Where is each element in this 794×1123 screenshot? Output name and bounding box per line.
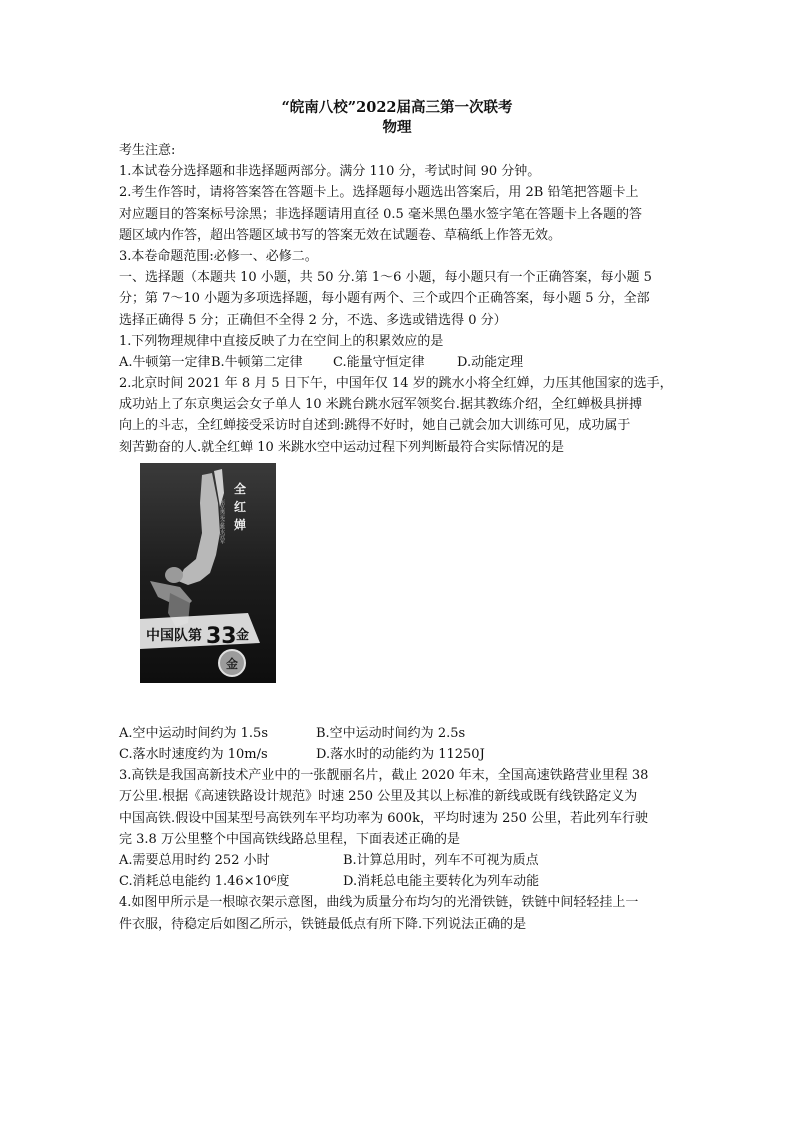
question-3-stem: 完 3.8 万公里整个中国高铁线路总里程，下面表述正确的是	[119, 831, 460, 847]
notice-heading: 考生注意:	[119, 143, 176, 158]
notice-item: 对应题目的答案标号涂黑；非选择题请用直径 0.5 毫米黑色墨水签字笔在答题卡上各题的答	[119, 206, 642, 222]
question-3-stem: 中国高铁.假设中国某型号高铁列车平均功率为 600k，平均时速为 250 公里，若此列车行驶	[119, 810, 649, 826]
question-2-options-row	[119, 744, 679, 765]
question-3-options-row	[119, 871, 679, 892]
notice-item: 3.本卷命题范围:必修一、必修二。	[119, 248, 318, 264]
section-heading: 一、选择题（本题共 10 小题，共 50 分.第 1～6 小题，每小题只有一个正确答案，每小题 5	[119, 270, 652, 286]
question-2-stem: 2.北京时间 2021 年 8 月 5 日下午，中国年仅 14 岁的跳水小将全红婵，力压其他国家的选手，	[119, 376, 673, 392]
photo-small-text: 东京奥运会跳水冠军	[219, 498, 225, 544]
exam-subject: 物理	[382, 119, 412, 136]
notice-item: 2.考生作答时，请将答案答在答题卡上。选择题每小题选出答案后，用 2B 铅笔把答题卡上	[119, 185, 639, 201]
exam-title: “皖南八校”2022届高三第一次联考	[281, 99, 513, 116]
q2-option-c: C.落水时速度约为 10m/s	[119, 747, 268, 762]
photo-name-char-1: 全	[234, 481, 247, 496]
section-text: 分；第 7～10 小题为多项选择题，每小题有两个、三个或四个正确答案，每小题 5 分，全部	[119, 291, 650, 307]
question-3-stem: 3.高铁是我国高新技术产业中的一张靓丽名片，截止 2020 年末，全国高速铁路营业里程 38	[119, 768, 649, 784]
photo-banner-number: 33	[206, 623, 237, 649]
q1-option-b: B.牛顿第二定律	[211, 354, 303, 370]
q2-option-b: B.空中运动时间约为 2.5s	[316, 725, 466, 741]
question-2-stem: 成功站上了东京奥运会女子单人 10 米跳台跳水冠军领奖台.据其教练介绍，全红蝉极具拼搏	[119, 397, 642, 413]
exam-body	[119, 140, 679, 935]
diver-photo-container	[140, 463, 679, 713]
q2-option-a: A.空中运动时间约为 1.5s	[119, 725, 268, 741]
question-3-stem: 万公里.根据《高速铁路设计规范》时速 250 公里及其以上标准的新线或既有线铁路定义为	[119, 789, 638, 805]
photo-name-char-2: 红	[234, 499, 247, 514]
photo-banner-suffix: 金	[236, 627, 250, 643]
q1-option-a: A.牛顿第一定律	[119, 354, 211, 370]
medal-text: 金	[226, 656, 239, 671]
q3-option-c: C.消耗总电能约 1.46×10⁶度	[119, 874, 290, 890]
notice-item: 1.本试卷分选择题和非选择题两部分。满分 110 分，考试时间 90 分钟。	[119, 164, 541, 180]
q3-option-d: D.消耗总电能主要转化为列车动能	[343, 874, 540, 890]
question-4-stem: 4.如图甲所示是一根晾衣架示意图，曲线为质量分布均匀的光滑铁链，铁链中间轻轻挂上一	[119, 895, 639, 911]
q1-option-d: D.动能定理	[457, 354, 524, 370]
q3-option-b: B.计算总用时，列车不可视为质点	[343, 852, 539, 868]
question-1-options	[119, 352, 679, 373]
question-2-options-row	[119, 723, 679, 744]
q1-option-c: C.能量守恒定律	[333, 354, 425, 370]
question-2-stem: 刻苦勤奋的人.就全红蝉 10 米跳水空中运动过程下列判断最符合实际情况的是	[119, 439, 564, 455]
q3-option-a: A.需要总用时约 252 小时	[119, 852, 270, 868]
question-4-stem: 件衣服，待稳定后如图乙所示，铁链最低点有所下降.下列说法正确的是	[119, 916, 527, 932]
diver-photo	[140, 463, 276, 683]
question-2-stem: 向上的斗志，全红蝉接受采访时自述到:跳得不好时，她自己就会加大训练可见，成功属于	[119, 418, 631, 434]
section-text: 选择正确得 5 分；正确但不全得 2 分，不选、多选或错选得 0 分）	[119, 312, 507, 328]
question-1-stem: 1.下列物理规律中直接反映了力在空间上的积累效应的是	[119, 333, 444, 349]
photo-name-char-3: 婵	[234, 517, 247, 532]
photo-banner-text: 中国队第	[146, 627, 202, 644]
notice-item: 题区域内作答，超出答题区域书写的答案无效在试题卷、草稿纸上作答无效。	[119, 227, 562, 243]
question-3-options-row	[119, 850, 679, 871]
q2-option-d: D.落水时的动能约为 11250J	[316, 747, 485, 762]
